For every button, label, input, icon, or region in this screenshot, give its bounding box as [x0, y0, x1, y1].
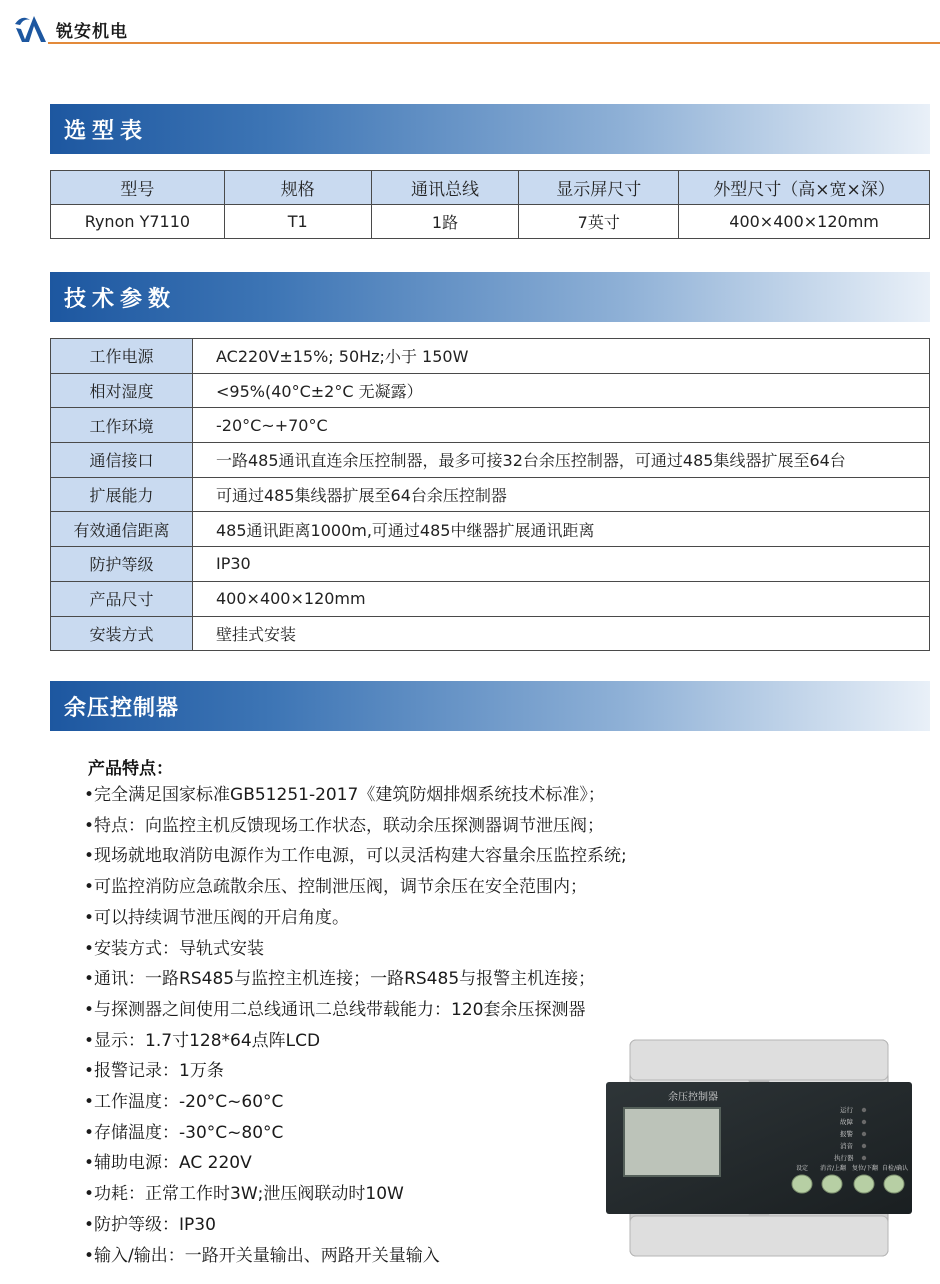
- device-rail-top: [630, 1040, 888, 1080]
- header-model: 型号: [51, 171, 225, 205]
- table-row: [51, 339, 930, 374]
- param-key: 工作电源: [51, 339, 193, 374]
- list-item: • 现场就地取消防电源作为工作电源，可以灵活构建大容量余压监控系统;: [84, 841, 627, 872]
- param-value: AC220V±15%; 50Hz;小于 150W: [193, 339, 930, 374]
- list-item: • 输入/输出：一路开关量输出、两路开关量输入: [84, 1241, 627, 1272]
- list-item: • 功耗：正常工作时3W;泄压阀联动时10W: [84, 1179, 627, 1210]
- list-item: • 存储温度：-30°C~80°C: [84, 1118, 627, 1149]
- list-item: • 完全满足国家标准GB51251-2017《建筑防烟排烟系统技术标准》；: [84, 780, 627, 811]
- param-key: 相对湿度: [51, 373, 193, 408]
- device-button: [854, 1175, 874, 1193]
- param-value: 壁挂式安装: [193, 616, 930, 651]
- company-logo-icon: [12, 12, 52, 46]
- section-title: 余压控制器: [64, 695, 180, 721]
- param-key: 防护等级: [51, 547, 193, 582]
- list-item: • 辅助电源：AC 220V: [84, 1148, 627, 1179]
- list-item: • 显示：1.7寸128*64点阵LCD: [84, 1026, 627, 1057]
- param-key: 扩展能力: [51, 477, 193, 512]
- tech-table: [50, 338, 930, 651]
- table-row: [51, 205, 930, 239]
- button-label: 自检/确认: [882, 1165, 909, 1172]
- indicator-label: 报警: [840, 1130, 853, 1138]
- indicator-led: [862, 1132, 866, 1136]
- header-dimensions: 外型尺寸（高×宽×深）: [679, 171, 930, 205]
- header-screen: 显示屏尺寸: [519, 171, 679, 205]
- selection-table: [50, 170, 930, 239]
- param-key: 有效通信距离: [51, 512, 193, 547]
- cell-spec: T1: [224, 205, 371, 239]
- param-value: 400×400×120mm: [193, 581, 930, 616]
- device-button: [792, 1175, 812, 1193]
- device-button: [884, 1175, 904, 1193]
- list-item: • 报警记录：1万条: [84, 1056, 627, 1087]
- table-row: [51, 477, 930, 512]
- cell-dimensions: 400×400×120mm: [679, 205, 930, 239]
- features-list: [84, 780, 627, 1271]
- table-header-row: [51, 171, 930, 205]
- indicator-led: [862, 1108, 866, 1112]
- device-rail-bottom: [630, 1216, 888, 1256]
- button-label: 设定: [796, 1165, 809, 1172]
- param-key: 工作环境: [51, 408, 193, 443]
- indicator-label: 执行器: [834, 1154, 854, 1162]
- table-row: [51, 547, 930, 582]
- table-row: [51, 581, 930, 616]
- section-banner-selection: [50, 104, 930, 154]
- indicator-led: [862, 1120, 866, 1124]
- table-row: [51, 443, 930, 478]
- param-value: IP30: [193, 547, 930, 582]
- indicator-label: 消音: [840, 1142, 853, 1150]
- device-panel-title: 余压控制器: [668, 1092, 718, 1103]
- indicator-label: 故障: [840, 1118, 853, 1126]
- param-value: <95%(40°C±2°C 无凝露）: [193, 373, 930, 408]
- list-item: • 与探测器之间使用二总线通讯二总线带载能力：120套余压探测器: [84, 995, 627, 1026]
- section-banner-tech: [50, 272, 930, 322]
- section-title: 技术参数: [64, 286, 177, 312]
- cell-bus: 1路: [371, 205, 519, 239]
- button-label: 复位/下翻: [852, 1165, 879, 1172]
- product-image: [598, 1038, 920, 1258]
- section-title: 选型表: [64, 118, 149, 144]
- company-name: 锐安机电: [56, 21, 128, 42]
- table-row: [51, 408, 930, 443]
- cell-model: Rynon Y7110: [51, 205, 225, 239]
- features-title: 产品特点：: [88, 759, 173, 779]
- table-row: [51, 512, 930, 547]
- param-value: -20°C~+70°C: [193, 408, 930, 443]
- param-value: 可通过485集线器扩展至64台余压控制器: [193, 477, 930, 512]
- list-item: • 工作温度：-20°C~60°C: [84, 1087, 627, 1118]
- header-bus: 通讯总线: [371, 171, 519, 205]
- list-item: • 可监控消防应急疏散余压、控制泄压阀，调节余压在安全范围内；: [84, 872, 627, 903]
- list-item: • 可以持续调节泄压阀的开启角度。: [84, 903, 627, 934]
- param-key: 通信接口: [51, 443, 193, 478]
- device-button: [822, 1175, 842, 1193]
- indicator-led: [862, 1144, 866, 1148]
- table-row: [51, 616, 930, 651]
- header-divider: [48, 42, 940, 44]
- param-key: 安装方式: [51, 616, 193, 651]
- list-item: • 防护等级：IP30: [84, 1210, 627, 1241]
- device-lcd: [624, 1108, 720, 1176]
- cell-screen: 7英寸: [519, 205, 679, 239]
- param-value: 485通讯距离1000m,可通过485中继器扩展通讯距离: [193, 512, 930, 547]
- indicator-led: [862, 1156, 866, 1160]
- header-spec: 规格: [224, 171, 371, 205]
- list-item: • 安装方式：导轨式安装: [84, 934, 627, 965]
- section-banner-controller: [50, 681, 930, 731]
- brand-header: [12, 12, 128, 46]
- param-value: 一路485通讯直连余压控制器，最多可接32台余压控制器，可通过485集线器扩展至64台: [193, 443, 930, 478]
- indicator-label: 运行: [840, 1106, 853, 1114]
- param-key: 产品尺寸: [51, 581, 193, 616]
- button-label: 消音/上翻: [820, 1165, 847, 1172]
- list-item: • 通讯：一路RS485与监控主机连接；一路RS485与报警主机连接；: [84, 964, 627, 995]
- list-item: • 特点：向监控主机反馈现场工作状态，联动余压探测器调节泄压阀；: [84, 811, 627, 842]
- table-row: [51, 373, 930, 408]
